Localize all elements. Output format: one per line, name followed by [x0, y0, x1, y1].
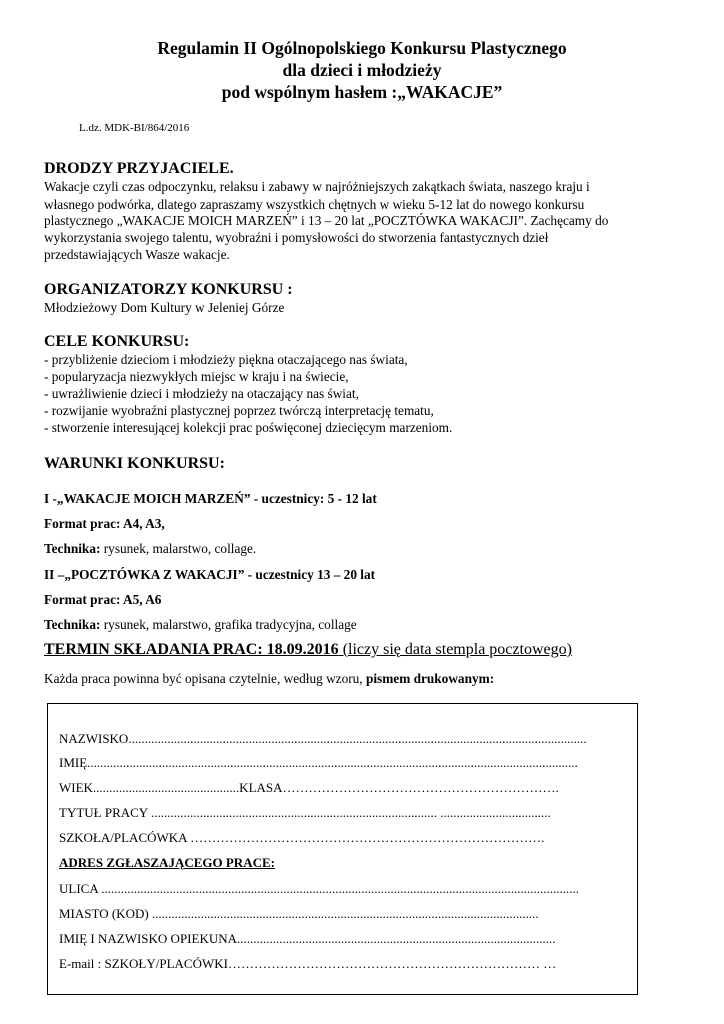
- description-text: Każda praca powinna być opisana czytelnie, według wzoru,: [44, 671, 366, 686]
- form-line-surname: NAZWISKO.............................................................................................................................................: [59, 731, 587, 746]
- goal-item: - popularyzacja niezwykłych miejsc w kraju i na świecie,: [44, 369, 349, 384]
- intro-line: przedstawiających Wasze wakacje.: [44, 247, 230, 262]
- document-title-line-3: pod wspólnym hasłem :„WAKACJE”: [221, 82, 503, 102]
- goal-item: - przybliżenie dzieciom i młodzieży piękna otaczającego nas świata,: [44, 352, 408, 367]
- goal-item: - stworzenie interesującej kolekcji prac poświęconej dziecięcym marzeniom.: [44, 420, 453, 435]
- goal-item: - uwrażliwienie dzieci i młodzieży na otaczający nas świat,: [44, 386, 359, 401]
- organizers-heading: ORGANIZATORZY KONKURSU :: [44, 281, 293, 298]
- form-line-city: MIASTO (KOD) .......................................................................................................................: [59, 906, 539, 921]
- form-address-heading: ADRES ZGŁASZAJĄCEGO PRACE:: [59, 855, 275, 870]
- deadline-note: (liczy się data stempla pocztowego): [338, 641, 572, 658]
- document-title-line-1: Regulamin II Ogólnopolskiego Konkursu Plastycznego: [157, 38, 567, 58]
- form-line-school: SZKOŁA/PLACÓWKA ……………………………………………………………………….: [59, 830, 545, 845]
- form-line-age-class: WIEK.............................................KLASA……………………………………………………….: [59, 780, 559, 795]
- category-2-technique: [44, 616, 357, 634]
- reference-number: L.dz. MDK-BI/864/2016: [79, 122, 190, 134]
- intro-line: Wakacje czyli czas odpoczynku, relaksu i zabawy w najróżniejszych zakątkach świata, naszego kraju i: [44, 179, 590, 194]
- goal-item: - rozwijanie wyobraźni plastycznej poprzez twórczą interpretację tematu,: [44, 403, 434, 418]
- category-2-format: Format prac: A5, A6: [44, 592, 162, 607]
- deadline-line: [44, 641, 572, 659]
- intro-line: własnego podwórka, dlatego zapraszamy wszystkich chętnych w wieku 5-12 lat do nowego konkursu: [44, 197, 585, 212]
- form-line-guardian: IMIĘ I NAZWISKO OPIEKUNA..................................................................................................: [59, 931, 556, 946]
- form-line-street: ULICA ...................................................................................................................................................: [59, 881, 579, 896]
- category-2-title: II –„POCZTÓWKA Z WAKACJI” - uczestnicy 13 – 20 lat: [44, 567, 376, 582]
- goals-heading: CELE KONKURSU:: [44, 333, 190, 350]
- organizers-text: Młodzieżowy Dom Kultury w Jeleniej Górze: [44, 300, 285, 315]
- description-bold: pismem drukowanym:: [365, 671, 495, 686]
- technique-label: Technika:: [44, 541, 101, 556]
- intro-line: wykorzystania swojego talentu, wyobraźni i pomysłowości do stworzenia fantastycznych dzieł: [44, 230, 549, 245]
- technique-value: rysunek, malarstwo, grafika tradycyjna, collage: [100, 617, 357, 632]
- conditions-heading: WARUNKI KONKURSU:: [44, 455, 225, 472]
- description-instruction: [44, 670, 494, 688]
- technique-label: Technika:: [44, 617, 101, 632]
- document-title-line-2: dla dzieci i młodzieży: [282, 60, 442, 80]
- technique-value: rysunek, malarstwo, collage.: [100, 541, 257, 556]
- deadline-label: TERMIN SKŁADANIA PRAC: 18.09.2016: [44, 641, 339, 658]
- intro-line: plastycznego „WAKACJE MOICH MARZEŃ” i 13 – 20 lat „POCZTÓWKA WAKACJI”. Zachęcamy do: [44, 213, 609, 228]
- form-line-email: E-mail : SZKOŁY/PLACÓWKI……………………………………………………………… …: [59, 956, 557, 971]
- form-line-title: TYTUŁ PRACY ........................................................................................ ..................................: [59, 805, 551, 820]
- category-1-technique: [44, 540, 256, 558]
- form-line-name: IMIĘ.......................................................................................................................................................: [59, 755, 578, 770]
- category-1-title: I -„WAKACJE MOICH MARZEŃ” - uczestnicy: 5 - 12 lat: [44, 491, 377, 506]
- category-1-format: Format prac: A4, A3,: [44, 516, 165, 531]
- intro-heading: DRODZY PRZYJACIELE.: [44, 160, 234, 177]
